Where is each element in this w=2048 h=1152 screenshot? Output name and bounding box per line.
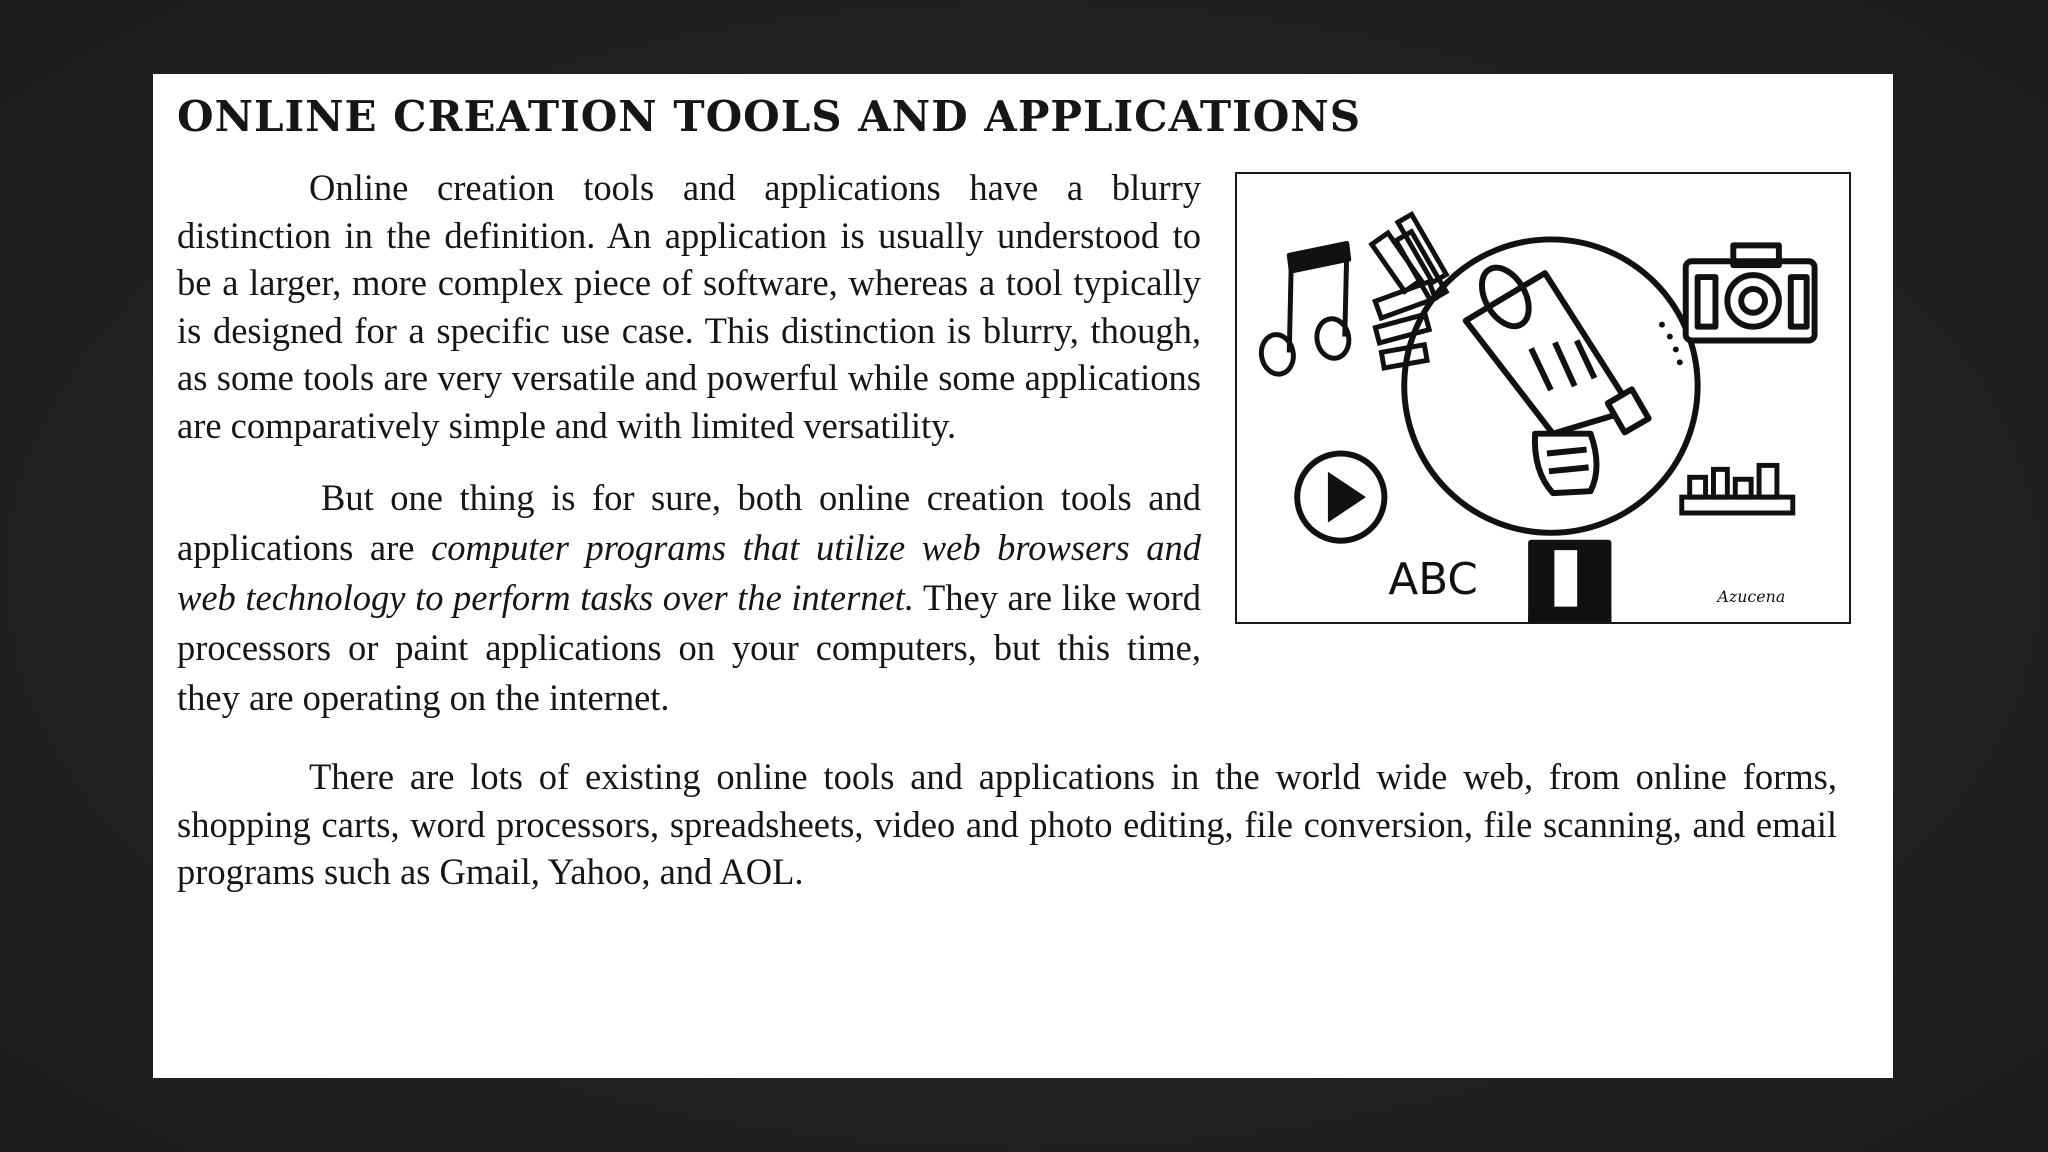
music-note-icon xyxy=(1258,244,1352,377)
paragraph-2-start: But one thing is for sure, both online creation tools and applications are xyxy=(177,477,1201,569)
play-icon xyxy=(1297,454,1384,541)
paragraph-3: There are lots of existing online tools and applications in the world wide web, from online forms, shopping carts, word processors, spreadsheets, video and photo editing, file conversion, file scanning, and email programs such as Gmail, Yahoo, and AOL. xyxy=(177,756,1837,893)
document-page xyxy=(153,74,1893,1078)
illustration-drawing xyxy=(1237,174,1849,622)
paragraph-1: Online creation tools and applications have a blurry distinction in the definition. An application is usually understood to be a larger, more complex piece of software, whereas a tool typically is designed for a specific use case. This distinction is blurry, though, as some tools are very versatile and powerful while some applications are comparatively simple and with limited versatility. xyxy=(177,167,1201,446)
artist-signature: Azucena xyxy=(1717,587,1786,607)
page-title: ONLINE CREATION TOOLS AND APPLICATIONS xyxy=(177,92,1362,141)
paragraph-2-end: They are like word processors or paint applications on your computers, but this time, they are operating on the internet. xyxy=(177,577,1202,719)
illustration xyxy=(1235,172,1851,624)
paragraph-2-definition: computer programs that utilize web browsers and web technology to perform tasks over the internet. xyxy=(177,527,1201,619)
abc-label: ABC xyxy=(1388,555,1478,606)
camera-icon xyxy=(1686,246,1815,341)
dotted-arc xyxy=(1659,322,1683,366)
bar-chart-icon xyxy=(1682,466,1793,514)
megaphone-icon xyxy=(1466,260,1649,622)
